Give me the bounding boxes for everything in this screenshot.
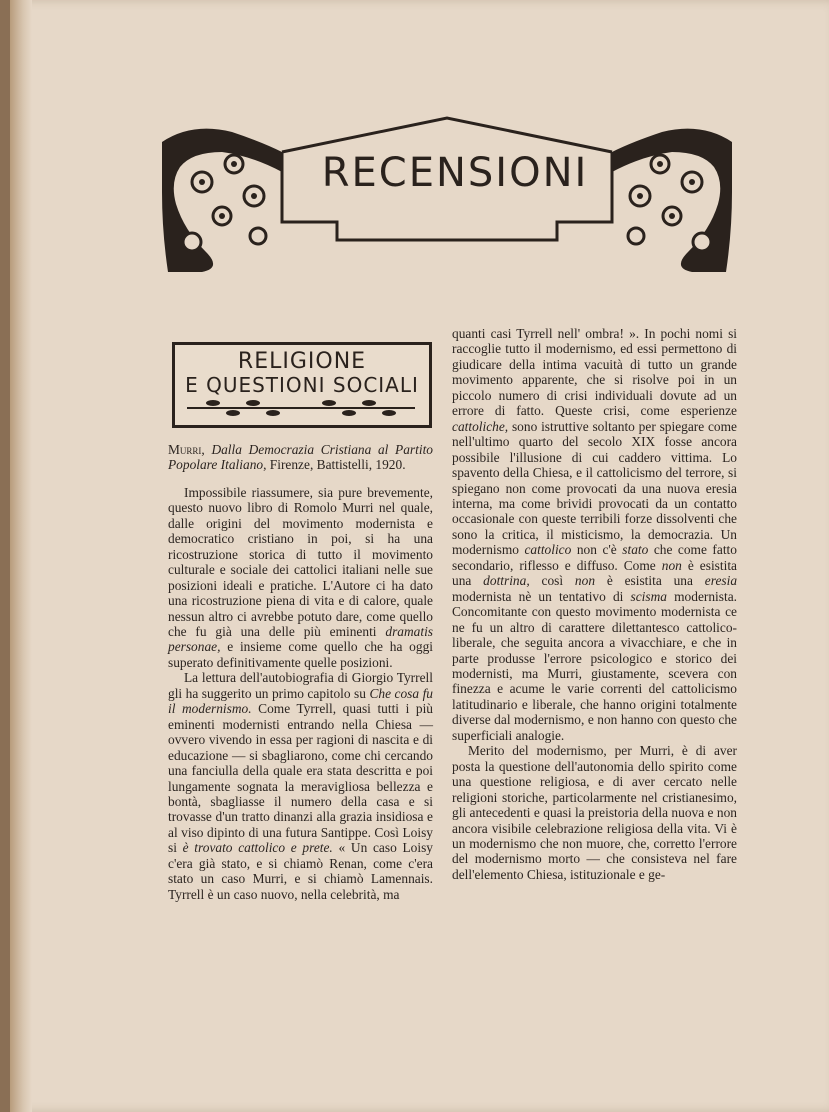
review-author: Murri [168,442,202,457]
paragraph: La lettura dell'autobiografia di Giorgio Tyrrell gli ha suggerito un primo capitolo su Che cosa fu il modernismo. Come Tyrrell, quasi tutti i più eminenti modernisti entrando nella Chiesa — ovvero vivendo in essa per ragioni di nascita e di educazione — si sbagliarono, come chi cercando una fanciulla della quale era stata descritta e poi lungamente sognata la meravigliosa bellezza e bontà, sbagliasse il numero della casa e si trovasse d'un tratto dinanzi alla grazia insidiosa e al viso dipinto di una futura Santippe. Così Loisy si è trovato cattolico e prete. « Un caso Loisy c'era già stato, e si chiamò Renan, come c'era stato un caso Murri, e si chiamò Lamennais. Tyrrell è un caso nuovo, nella celebrità, ma [168,670,433,902]
laurel-branch-icon [183,397,419,419]
page-title: RECENSIONI [321,150,589,196]
section-heading-box [172,342,432,428]
left-column [168,442,433,902]
page-spine [10,0,32,1112]
paragraph: Impossibile riassumere, sia pure brevemente, questo nuovo libro di Romolo Murri nel quale, dalle origini del movimento modernista e democratico cristiano in poi, si ha una ricostruzione storica di tutto il movimento culturale e sociale dei cattolici italiani nelle sue posizioni ideali e pratiche. L'Autore ci ha dato una ricostruzione piena di vita e di calore, quale nessun altro ci avrebbe potuto dare, come quello che fu già una delle più eminenti dramatis personae, e insieme come quello che ha oggi superato definitivamente quelle posizioni. [168,484,433,670]
paragraph: quanti casi Tyrrell nell' ombra! ». In pochi nomi si raccoglie tutto il modernismo, ed essi permettono di giudicare della intima vacuità di tutto un grande movimento apparente, che si risolve poi in un piccolo numero di crisi individuali dovute ad un errore di fatto. Queste crisi, come esperienze cattoliche, sono istruttive soltanto per spiegare come nell'ultimo quarto del secolo XIX fosse ancora possibile l'illusione di cui caddero vittima. Lo spavento della Chiesa, e il cattolicismo del terrore, si spiegano non come provocati da una nuova eresia interna, ma come brividi provocati da un contatto occasionale con queste terribili forze dissolventi che sono la critica, il misticismo, la democrazia. Un modernismo cattolico non c'è stato che come fatto secondario, riflesso e diffuso. Come non è esistita una dottrina, così non è esistita una eresia modernista nè un tentativo di scisma modernista. Concomitante con questo movimento modernista ce ne fu un altro di carattere dilettantesco cattolico-liberale, che seguita ancora a vivacchiare, e che in parte produsse l'errore psicologico e storico dei modernisti, ma Murri, giustamente, scevera con finezza e acume le varie correnti del cattolicismo latitudinario e liberale, che hanno origini totalmente diverse dal modernismo, e non hanno con questo che superficiali analogie. [452,326,738,743]
review-publisher: Firenze, Battistelli, 1920. [269,457,406,473]
review-book-title: Dalla Democrazia Cristiana al Partito Popolare Italiano [168,442,433,473]
review-citation: Murri, Dalla Democrazia Cristiana al Partito Popolare Italiano, Firenze, Battistelli, 1920. [168,442,433,473]
section-heading-line2: E QUESTIONI SOCIALI [185,373,419,397]
right-column [452,326,737,882]
section-heading-line1: RELIGIONE [237,349,367,374]
paragraph: Merito del modernismo, per Murri, è di aver posta la questione dell'autonomia dello spirito come una questione religiosa, e di aver cercato nelle religioni storiche, particolarmente nel cristianesimo, gli antecedenti e quasi la preistoria della nuova e non ancora visibile celebrazione religiosa della vita. Vi è un modernismo che non muore, che, corretto l'errore del modernismo morto — che consisteva nel fare dell'elemento Chiesa, istituzionale e ge- [452,743,737,882]
